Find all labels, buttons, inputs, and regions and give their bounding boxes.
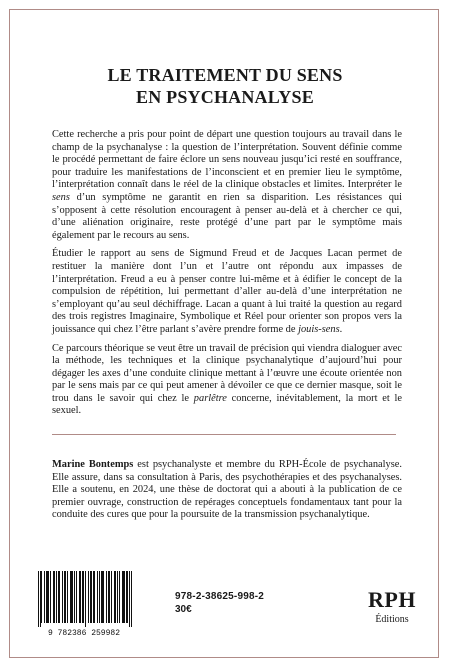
barcode-bar bbox=[97, 571, 98, 623]
barcode-bar bbox=[88, 571, 89, 623]
author-bio-run: Marine Bontemps bbox=[52, 459, 134, 470]
publisher-logo bbox=[362, 588, 422, 626]
barcode-bar bbox=[127, 571, 128, 623]
barcode-bar bbox=[106, 571, 107, 623]
blurb-paragraph-3-run: concerne, inévitablement, la mort et le sexuel. bbox=[52, 392, 402, 417]
blurb-paragraph-2-run: jouis-sens bbox=[298, 323, 340, 335]
barcode-bar bbox=[117, 571, 118, 623]
barcode-bar bbox=[122, 571, 123, 623]
barcode-bar bbox=[85, 571, 86, 627]
barcode-bar bbox=[40, 571, 41, 627]
barcode-bar bbox=[41, 571, 42, 623]
barcode-bar bbox=[108, 571, 109, 623]
barcode-bar bbox=[109, 571, 110, 623]
publisher-logo-text: RPH bbox=[368, 587, 416, 612]
barcode-bar bbox=[129, 571, 130, 627]
barcode-bar bbox=[47, 571, 48, 623]
book-title-line-1: LE TRAITEMENT DU SENS bbox=[107, 65, 343, 85]
book-title-line-2: EN PSYCHANALYSE bbox=[136, 87, 314, 107]
barcode-bar bbox=[131, 571, 132, 627]
barcode-bar bbox=[70, 571, 71, 623]
barcode bbox=[28, 569, 140, 637]
barcode-bar bbox=[114, 571, 115, 623]
barcode-bar bbox=[56, 571, 57, 623]
barcode-bar bbox=[71, 571, 72, 623]
price: 30€ bbox=[175, 604, 192, 615]
barcode-bar bbox=[67, 571, 68, 623]
author-bio-run: est psychanalyste et membre du RPH-École de psychanalyse. Elle assure, dans sa consultation à Paris, des psychothérapies et des psychanalyses. Elle a soutenu, en 2024, une thèse de doctorat qui a abouti à la publication de ce premier ouvrage, construction de repérages conceptuels fondamentaux tant pour la conduite des cures que pour la poursuite de la transmission psychanalytique. bbox=[52, 459, 402, 521]
blurb-paragraph-3-run: Ce parcours théorique se veut être un travail de précision qui viendra dialoguer avec la méthode, les techniques et la clinique psychanalytique d’aujourd’hui pour dégager les axes d’une conduite clinique mettant à l’œuvre une écoute orientée non par le sens mais par ce qui peut amener à dévoiler ce que ce dernier masque, soit le trou dans le savoir qui chez le bbox=[52, 342, 402, 404]
blurb-paragraph-1 bbox=[52, 129, 402, 242]
barcode-bar bbox=[44, 571, 45, 623]
author-bio bbox=[52, 459, 402, 522]
blurb-paragraph-2-run: Étudier le rapport au sens de Sigmund Freud et de Jacques Lacan permet de restituer la manière dont l’un et l’autre ont répondu aux impasses de l’interprétation. Freud a eu à penser contre lui-même et à édifier le concept de la compulsion de répétition, lui permettant d’aller au-delà d’une interprétation ne s’employant qu’au seul déchiffrage. Lacan a quant à lui traité la question au regard des trois registres Imaginaire, Symbolique et Réel pour orienter son propos vers la jouissance qui chez l’être parlant s’avère prendre forme de bbox=[52, 248, 402, 335]
isbn: 978-2-38625-998-2 bbox=[175, 591, 265, 602]
barcode-bar bbox=[58, 571, 59, 623]
barcode-bar bbox=[76, 571, 77, 623]
barcode-bar bbox=[59, 571, 60, 623]
barcode-bar bbox=[79, 571, 80, 623]
blurb-paragraph-1-run: d’un symptôme ne garantit en rien sa disparition. Les résistances qui s’opposent à cette résolution encouragent à penser au-delà et à chercher ce qui, d’une aliénation originaire, reste protégé d’une part par le symptôme mais également par le recours au sens. bbox=[52, 191, 402, 241]
barcode-bar bbox=[94, 571, 95, 623]
barcode-bar bbox=[115, 571, 116, 623]
barcode-bar bbox=[74, 571, 75, 623]
blurb-paragraph-3-run: parlêtre bbox=[193, 392, 227, 404]
blurb-paragraph-3 bbox=[52, 343, 402, 419]
barcode-bar bbox=[101, 571, 102, 623]
barcode-bar bbox=[50, 571, 51, 623]
barcode-bar bbox=[62, 571, 63, 623]
barcode-bar bbox=[82, 571, 83, 623]
barcode-bar bbox=[80, 571, 81, 623]
barcode-bar bbox=[38, 571, 39, 627]
barcode-bar bbox=[93, 571, 94, 623]
barcode-icon bbox=[28, 569, 140, 637]
barcode-bar bbox=[48, 571, 49, 623]
blurb-paragraph-1-run: Cette recherche a pris pour point de départ une question toujours au travail dans le champ de la psychanalyse : la question de l’interprétation. Souvent définie comme le procédé permettant de faire éclore un sens nouveau jusqu’ici resté en souffrance, pour traduire les manifestations de l’inconscient et en premier lieu le symptôme, l’interprétation connaît dans le réel de la clinique obstacles et limites. Interpréter le bbox=[52, 129, 402, 191]
blurb-paragraph-2-run: . bbox=[339, 323, 343, 335]
barcode-bar bbox=[103, 571, 104, 623]
barcode-bar bbox=[90, 571, 91, 623]
barcode-bar bbox=[72, 571, 73, 623]
separator-line bbox=[52, 434, 396, 435]
barcode-bar bbox=[91, 571, 92, 623]
blurb-paragraph-2 bbox=[52, 248, 402, 336]
barcode-bar bbox=[124, 571, 125, 623]
barcode-bar bbox=[126, 571, 127, 623]
barcode-bar bbox=[46, 571, 47, 623]
barcode-bar bbox=[83, 571, 84, 623]
blurb-paragraph-1-run: sens bbox=[52, 191, 70, 203]
barcode-bar bbox=[54, 571, 55, 623]
barcode-bar bbox=[102, 571, 103, 623]
barcode-bar bbox=[64, 571, 65, 623]
barcode-bar bbox=[53, 571, 54, 623]
barcode-bar bbox=[119, 571, 120, 623]
barcode-digits: 9 782386 259982 bbox=[47, 629, 121, 637]
barcode-bar bbox=[99, 571, 100, 623]
publisher-name: Éditions bbox=[375, 614, 409, 625]
barcode-bar bbox=[123, 571, 124, 623]
blurb bbox=[52, 129, 402, 424]
barcode-bar bbox=[65, 571, 66, 623]
barcode-bar bbox=[111, 571, 112, 623]
